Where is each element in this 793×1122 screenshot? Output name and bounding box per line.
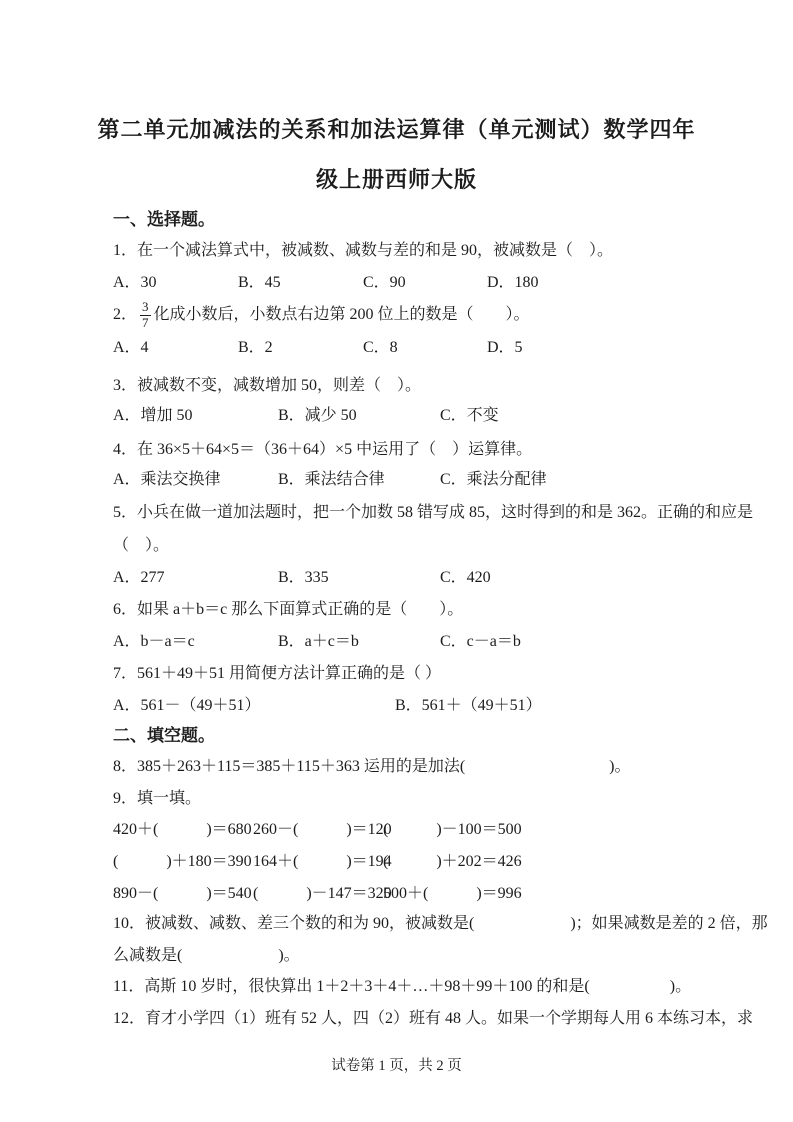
fraction-three-sevenths (140, 300, 151, 330)
question-2-option-a: A．4 (113, 339, 149, 356)
fill-blank-cell: ( )＋180＝390 (113, 853, 252, 870)
question-7-text: 7．561＋49＋51 用简便方法计算正确的是（ ） (113, 665, 442, 682)
fill-blank-cell: 260－( )＝120 (253, 821, 392, 838)
question-5-option-c: C．420 (440, 569, 491, 586)
page-title-line-1: 第二单元加减法的关系和加法运算律（单元测试）数学四年 (97, 117, 696, 142)
fill-blank-cell: ( )－147＝320 (253, 885, 392, 902)
fill-blank-cell: 500＋( )＝996 (383, 885, 522, 902)
question-7-option-a: A．561－（49＋51） (113, 697, 261, 714)
fill-blank-cell: ( )－100＝500 (383, 821, 522, 838)
fill-blank-cell: ( )＋202＝426 (383, 853, 522, 870)
section-heading-choice: 一、选择题。 (113, 210, 215, 229)
question-3-option-b: B．减少 50 (278, 407, 357, 424)
question-6-options (113, 632, 698, 652)
question-9-row-3 (113, 884, 698, 904)
question-5-text-line-1: 5．小兵在做一道加法题时，把一个加数 58 错写成 85，这时得到的和是 362。正确的和应是 (113, 504, 754, 521)
question-3-text: 3．被减数不变，减数增加 50，则差（ ）。 (113, 377, 422, 394)
question-3-option-c: C．不变 (440, 407, 499, 424)
question-2-option-c: C．8 (363, 339, 398, 356)
fraction-denominator: 7 (142, 314, 149, 330)
question-9-row-2 (113, 852, 698, 872)
question-4-option-c: C．乘法分配律 (440, 471, 547, 488)
question-1-option-b: B．45 (238, 274, 281, 291)
question-4-text: 4．在 36×5＋64×5＝（36＋64）×5 中运用了（ ）运算律。 (113, 441, 533, 458)
question-10-text-line-1: 10．被减数、减数、差三个数的和为 90，被减数是( )；如果减数是差的 2 倍，那 (113, 915, 768, 932)
question-1-option-d: D．180 (487, 274, 539, 291)
question-4-option-b: B．乘法结合律 (278, 471, 385, 488)
question-5-text-line-2: （ ）。 (113, 537, 170, 554)
question-2-number: 2． (113, 306, 138, 323)
question-2-option-d: D．5 (487, 339, 523, 356)
question-1-options (113, 273, 698, 293)
question-8-text: 8．385＋263＋115＝385＋115＋363 运用的是加法( )。 (113, 758, 631, 775)
question-6-option-c: C．c－a＝b (440, 633, 521, 650)
question-2-options (113, 338, 698, 358)
question-4-option-a: A．乘法交换律 (113, 471, 221, 488)
fraction-numerator: 3 (142, 298, 149, 314)
question-1-text: 1．在一个减法算式中，被减数、减数与差的和是 90，被减数是（ ）。 (113, 242, 614, 259)
question-5-option-a: A．277 (113, 569, 165, 586)
question-10-text-line-2: 么减数是( )。 (113, 947, 300, 964)
question-12-text: 12．育才小学四（1）班有 52 人，四（2）班有 48 人。如果一个学期每人用 6 本练习本，求 (113, 1010, 754, 1027)
question-1-option-c: C．90 (363, 274, 406, 291)
question-6-option-b: B．a＋c＝b (278, 633, 359, 650)
fill-blank-cell: 890－( )＝540 (113, 885, 252, 902)
page-footer: 试卷第 1 页，共 2 页 (331, 1058, 462, 1074)
question-7-options (113, 696, 698, 716)
question-3-options (113, 406, 698, 426)
page-title-line-2: 级上册西师大版 (315, 167, 477, 192)
question-4-options (113, 470, 698, 490)
question-9-label: 9．填一填。 (113, 790, 202, 807)
question-5-option-b: B．335 (278, 569, 329, 586)
question-2-body: 化成小数后，小数点右边第 200 位上的数是（ ）。 (153, 306, 530, 323)
question-5-options (113, 568, 698, 588)
question-7-option-b: B．561＋（49＋51） (395, 697, 542, 714)
question-11-text: 11．高斯 10 岁时，很快算出 1＋2＋3＋4＋…＋98＋99＋100 的和是( )。 (113, 978, 692, 995)
fill-blank-cell: 420＋( )＝680 (113, 821, 252, 838)
question-1-option-a: A．30 (113, 274, 157, 291)
question-3-option-a: A．增加 50 (113, 407, 193, 424)
section-heading-fill: 二、填空题。 (113, 726, 215, 745)
question-9-row-1 (113, 820, 698, 840)
question-6-text: 6．如果 a＋b＝c 那么下面算式正确的是（ ）。 (113, 601, 464, 618)
question-6-option-a: A．b－a＝c (113, 633, 195, 650)
question-2-text (113, 296, 698, 334)
fill-blank-cell: 164＋( )＝194 (253, 853, 392, 870)
question-2-option-b: B．2 (238, 339, 273, 356)
